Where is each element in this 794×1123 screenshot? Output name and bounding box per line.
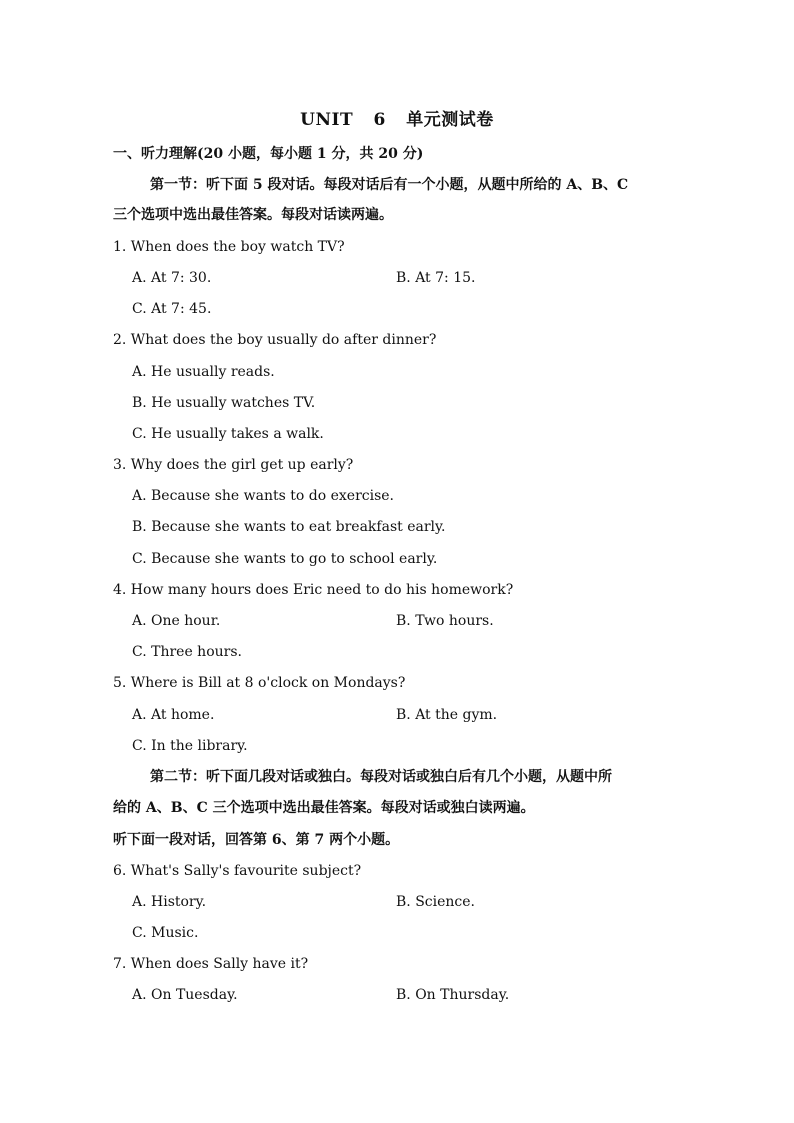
option-b: B. Because she wants to eat breakfast early. xyxy=(132,519,446,535)
option-a: A. History. xyxy=(132,894,207,910)
option-b: B. On Thursday. xyxy=(396,987,510,1003)
option-a: A. He usually reads. xyxy=(132,364,275,380)
option-c: C. Because she wants to go to school early. xyxy=(132,551,438,567)
part1-instruction-line1: 第一节：听下面 5 段对话。每段对话后有一个小题，从题中所给的 A、B、C xyxy=(150,177,629,193)
option-c: C. Music. xyxy=(132,925,199,941)
option-b: B. Two hours. xyxy=(396,613,494,629)
question-stem: 2. What does the boy usually do after dinner? xyxy=(113,332,437,348)
question-stem: 3. Why does the girl get up early? xyxy=(113,457,354,473)
option-b: B. Science. xyxy=(396,894,475,910)
option-b: B. At the gym. xyxy=(396,707,498,723)
option-a: A. Because she wants to do exercise. xyxy=(132,488,394,504)
question-stem: 5. Where is Bill at 8 o'clock on Mondays? xyxy=(113,675,406,691)
part2-instruction-line1: 第二节：听下面几段对话或独白。每段对话或独白后有几个小题，从题中所 xyxy=(150,769,612,785)
option-c: C. Three hours. xyxy=(132,644,242,660)
option-b: B. At 7: 15. xyxy=(396,270,476,286)
section-heading: 一、听力理解(20 小题，每小题 1 分，共 20 分) xyxy=(113,146,424,162)
option-a: A. One hour. xyxy=(132,613,221,629)
dialogue-note: 听下面一段对话，回答第 6、第 7 两个小题。 xyxy=(113,832,400,848)
option-c: C. He usually takes a walk. xyxy=(132,426,324,442)
question-stem: 1. When does the boy watch TV? xyxy=(113,239,345,255)
option-b: B. He usually watches TV. xyxy=(132,395,316,411)
part1-instruction-line2: 三个选项中选出最佳答案。每段对话读两遍。 xyxy=(113,207,393,223)
option-a: A. At home. xyxy=(132,707,215,723)
question-stem: 7. When does Sally have it? xyxy=(113,956,309,972)
page-title: UNIT 6 单元测试卷 xyxy=(300,110,494,130)
question-stem: 6. What's Sally's favourite subject? xyxy=(113,863,362,879)
part2-instruction-line2: 给的 A、B、C 三个选项中选出最佳答案。每段对话或独白读两遍。 xyxy=(113,800,535,816)
option-a: A. At 7: 30. xyxy=(132,270,212,286)
option-a: A. On Tuesday. xyxy=(132,987,238,1003)
question-stem: 4. How many hours does Eric need to do his homework? xyxy=(113,582,514,598)
option-c: C. At 7: 45. xyxy=(132,301,212,317)
option-c: C. In the library. xyxy=(132,738,248,754)
